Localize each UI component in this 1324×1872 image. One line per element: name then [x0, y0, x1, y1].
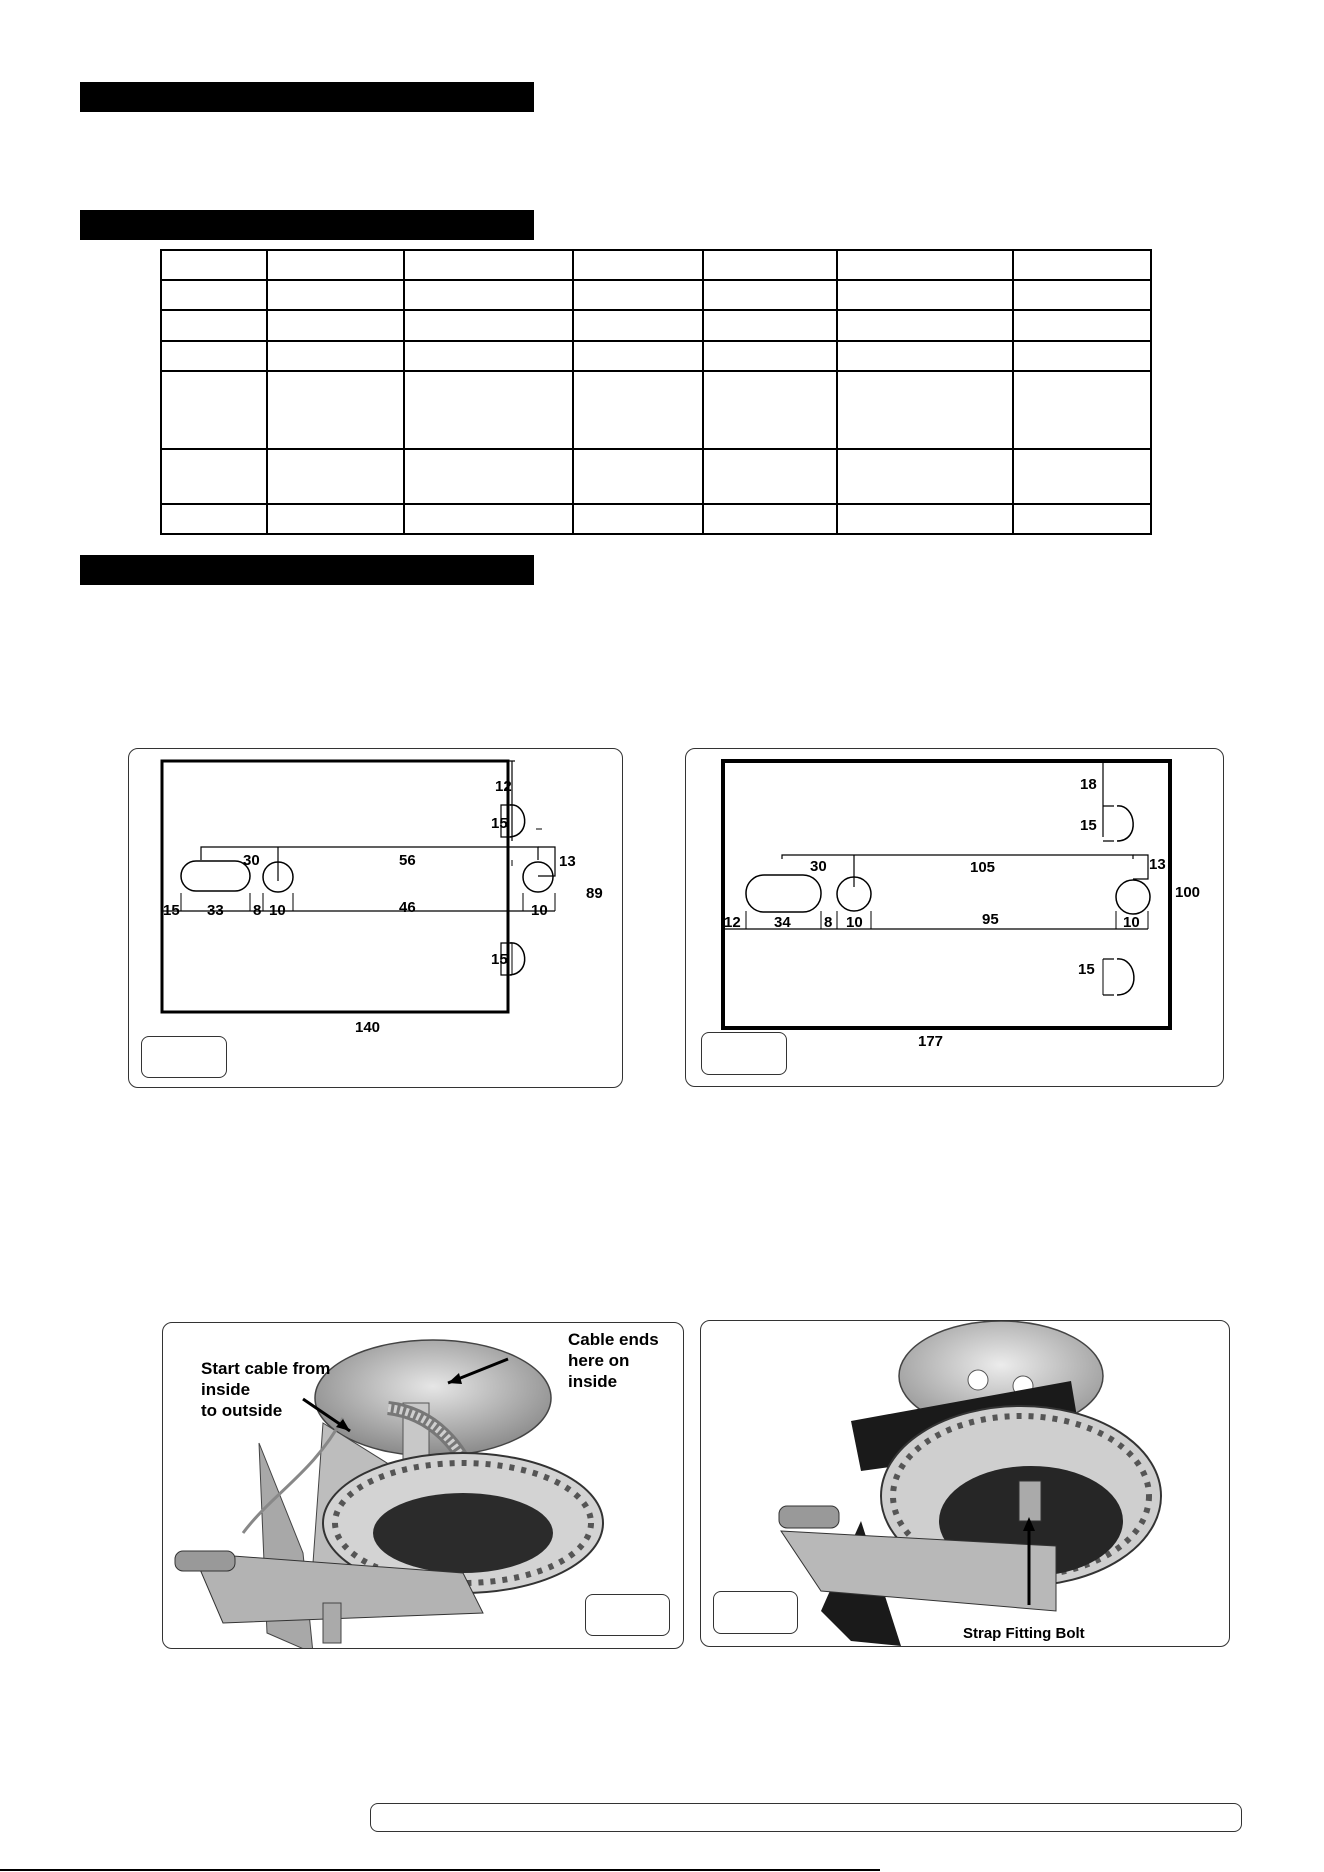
dim-top-margin: 12: [495, 778, 512, 795]
dim-span-upper: 105: [970, 859, 996, 876]
dim-left-margin: 15: [163, 902, 180, 919]
figure-label-box: [141, 1036, 227, 1078]
dim-hole-left: 10: [846, 914, 863, 931]
photo-winch-cable-panel: [162, 1322, 684, 1649]
figure-label-box: [701, 1032, 787, 1075]
table-row: [161, 250, 1151, 280]
specification-table: [160, 249, 1152, 535]
handle-lever: [779, 1506, 839, 1528]
mounting-diagram-left-panel: [128, 748, 623, 1088]
dim-span-upper: 56: [399, 852, 416, 869]
bottom-rule: [0, 1869, 880, 1871]
table-row: [161, 310, 1151, 340]
dim-slot-width: 33: [207, 902, 224, 919]
dim-height: 100: [1175, 884, 1201, 901]
dim-hole-left: 10: [269, 902, 286, 919]
dim-span-lower: 46: [399, 899, 416, 916]
caption-strap-fitting-bolt: Strap Fitting Bolt: [963, 1625, 1085, 1642]
dim-hole-right-lower: 10: [531, 902, 548, 919]
hole-right-lower: [1116, 880, 1150, 914]
dim-span-lower: 95: [982, 911, 999, 928]
strap-fitting-bolt: [1019, 1481, 1041, 1521]
hole-right-lower: [523, 862, 553, 892]
hole-upper-right: [1117, 806, 1133, 841]
dim-width: 140: [355, 1019, 381, 1036]
dim-center-to-hole: 30: [810, 858, 827, 875]
caption-start-cable: Start cable from inside to outside: [201, 1359, 331, 1420]
dim-gap: 8: [253, 902, 262, 919]
dim-riser: 13: [559, 853, 576, 870]
hole-bottom: [1117, 959, 1134, 995]
figure-label-box: [713, 1591, 798, 1634]
dim-hole-right: 15: [491, 815, 508, 832]
dim-hole-right-lower: 10: [1123, 914, 1140, 931]
section-header-bar-3: [80, 555, 534, 585]
dim-hole-right: 15: [1080, 817, 1097, 834]
slot-hole: [181, 861, 250, 891]
dim-top-margin: 18: [1080, 776, 1097, 793]
dim-width: 177: [918, 1033, 944, 1050]
section-header-bar-1: [80, 82, 534, 112]
table-row: [161, 449, 1151, 503]
dim-height: 89: [586, 885, 603, 902]
figure-label-box: [585, 1594, 670, 1636]
caption-cable-ends: Cable ends here on inside: [568, 1330, 659, 1391]
dim-hole-bottom: 15: [1078, 961, 1095, 978]
handle-lever: [175, 1551, 235, 1571]
table-row: [161, 371, 1151, 450]
dim-left-margin: 12: [724, 914, 741, 931]
dim-hole-bottom: 15: [491, 951, 508, 968]
dim-gap: 8: [824, 914, 833, 931]
plate-outline: [162, 761, 508, 1012]
slot-hole: [746, 875, 821, 912]
dim-center-to-hole: 30: [243, 852, 260, 869]
dim-riser: 13: [1149, 856, 1166, 873]
photo-winch-strap-panel: [700, 1320, 1230, 1647]
table-row: [161, 341, 1151, 371]
mounting-bolt: [323, 1603, 341, 1643]
table-row: [161, 280, 1151, 310]
table-row: [161, 504, 1151, 534]
section-header-bar-2: [80, 210, 534, 240]
footer-box: [370, 1803, 1242, 1832]
mounting-diagram-right-panel: [685, 748, 1224, 1087]
dim-slot-width: 34: [774, 914, 791, 931]
